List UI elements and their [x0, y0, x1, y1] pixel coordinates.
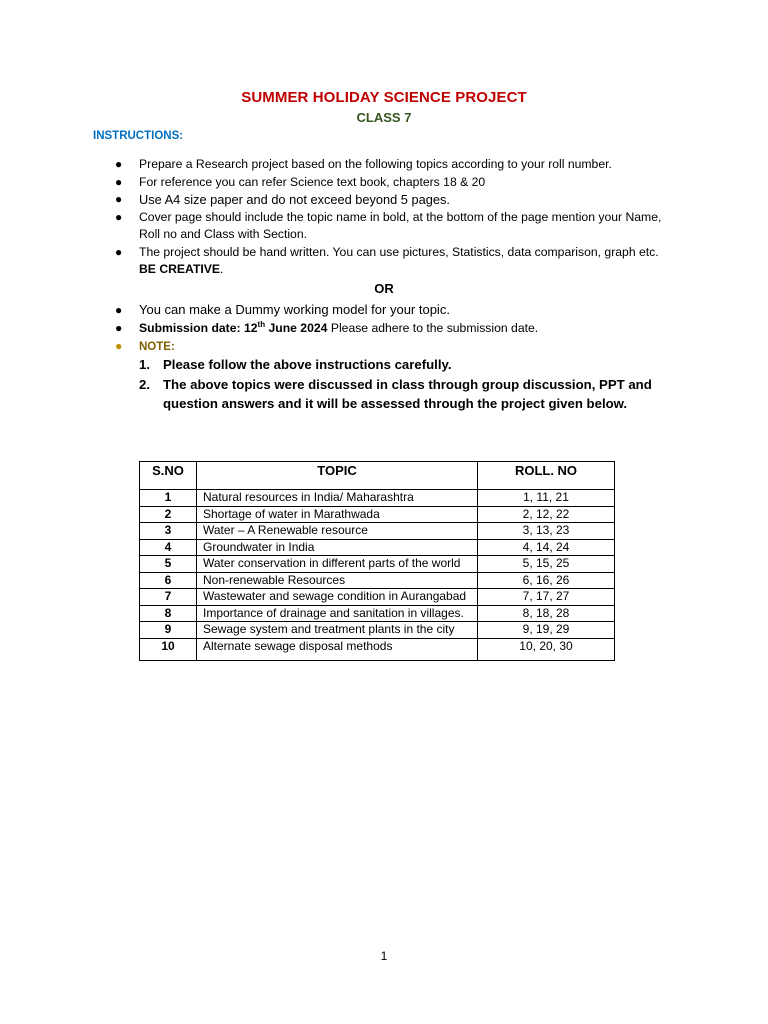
instruction-text: The project should be hand written. You can use pictures, Statistics, data comparison, graph etc.: [139, 244, 659, 259]
cell-roll: 10, 20, 30: [478, 638, 615, 660]
submission-note: Please adhere to the submission date.: [327, 321, 539, 335]
list-item: [139, 375, 659, 414]
list-item: [113, 156, 673, 174]
cell-sno: 8: [140, 605, 197, 622]
instruction-text: For reference you can refer Science text book, chapters 18 & 20: [139, 174, 486, 189]
cell-topic: Non-renewable Resources: [197, 572, 478, 589]
list-item: [113, 301, 673, 319]
cell-topic: Water – A Renewable resource: [197, 523, 478, 540]
cell-roll: 9, 19, 29: [478, 622, 615, 639]
cell-roll: 5, 15, 25: [478, 556, 615, 573]
table-row: [140, 589, 615, 606]
cell-sno: 1: [140, 490, 197, 507]
list-number: 2.: [139, 376, 150, 392]
cell-topic: Water conservation in different parts of the world: [197, 556, 478, 573]
bullet-icon: ●: [115, 209, 123, 224]
table-row: [140, 539, 615, 556]
table-header-row: [140, 462, 615, 490]
bullet-icon: ●: [115, 321, 123, 335]
table-row: [140, 523, 615, 540]
note-label: NOTE:: [139, 341, 175, 353]
cell-roll: 4, 14, 24: [478, 539, 615, 556]
submission-label: Submission date: 12th June 2024: [139, 319, 328, 335]
cell-topic: Sewage system and treatment plants in the city: [197, 622, 478, 639]
page-number: 1: [380, 949, 388, 963]
instruction-text: You can make a Dummy working model for your topic.: [139, 302, 450, 317]
cell-topic: Groundwater in India: [197, 539, 478, 556]
cell-sno: 2: [140, 506, 197, 523]
cell-sno: 5: [140, 556, 197, 573]
column-header-sno: S.NO: [140, 462, 197, 490]
table-row: [140, 556, 615, 573]
notes-list: [139, 355, 659, 414]
cell-topic: Alternate sewage disposal methods: [197, 638, 478, 660]
instruction-text: Use A4 size paper and do not exceed beyond 5 pages.: [139, 192, 450, 207]
cell-sno: 9: [140, 622, 197, 639]
cell-sno: 7: [140, 589, 197, 606]
bullet-icon: ●: [115, 157, 123, 171]
cell-topic: Importance of drainage and sanitation in villages.: [197, 605, 478, 622]
bullet-icon: ●: [115, 174, 123, 189]
list-item: [113, 174, 673, 192]
table-row: [140, 605, 615, 622]
bullet-icon: ●: [115, 339, 123, 353]
list-item: [113, 337, 673, 356]
table-row: [140, 572, 615, 589]
column-header-topic: TOPIC: [197, 462, 478, 490]
column-header-roll: ROLL. NO: [478, 462, 615, 490]
list-item: [139, 355, 659, 375]
cell-roll: 1, 11, 21: [478, 490, 615, 507]
instructions-list-secondary: [113, 301, 673, 356]
instructions-list: [113, 156, 673, 279]
note-text: Please follow the above instructions carefully.: [163, 357, 452, 372]
list-item: [113, 244, 673, 279]
page-subtitle: CLASS 7: [356, 110, 412, 125]
list-item: [113, 191, 673, 209]
page-title: SUMMER HOLIDAY SCIENCE PROJECT: [241, 89, 527, 106]
table-row: [140, 638, 615, 660]
instructions-label: INSTRUCTIONS:: [93, 130, 184, 142]
cell-sno: 3: [140, 523, 197, 540]
bullet-icon: ●: [115, 244, 123, 259]
cell-roll: 7, 17, 27: [478, 589, 615, 606]
note-text: The above topics were discussed in class through group discussion, PPT and question answers and it will be assessed through the project given below.: [163, 376, 652, 411]
cell-topic: Natural resources in India/ Maharashtra: [197, 490, 478, 507]
instruction-text: Cover page should include the topic name in bold, at the bottom of the page mention your Name, Roll no and Class with Section.: [139, 209, 662, 241]
instruction-text: Prepare a Research project based on the following topics according to your roll number.: [139, 157, 612, 171]
list-item: [113, 209, 673, 244]
list-item: [113, 319, 673, 337]
cell-topic: Wastewater and sewage condition in Aurangabad: [197, 589, 478, 606]
cell-roll: 2, 12, 22: [478, 506, 615, 523]
cell-topic: Shortage of water in Marathwada: [197, 506, 478, 523]
table-row: [140, 506, 615, 523]
instruction-emphasis: BE CREATIVE: [139, 262, 221, 276]
cell-roll: 3, 13, 23: [478, 523, 615, 540]
bullet-icon: ●: [115, 192, 123, 206]
bullet-icon: ●: [115, 303, 123, 317]
cell-roll: 8, 18, 28: [478, 605, 615, 622]
list-number: 1.: [139, 357, 150, 372]
instruction-text-end: .: [220, 262, 224, 276]
cell-sno: 10: [140, 638, 197, 660]
cell-roll: 6, 16, 26: [478, 572, 615, 589]
topics-table: [139, 461, 615, 661]
table-row: [140, 490, 615, 507]
cell-sno: 4: [140, 539, 197, 556]
cell-sno: 6: [140, 572, 197, 589]
table-row: [140, 622, 615, 639]
or-separator: OR: [374, 281, 394, 296]
